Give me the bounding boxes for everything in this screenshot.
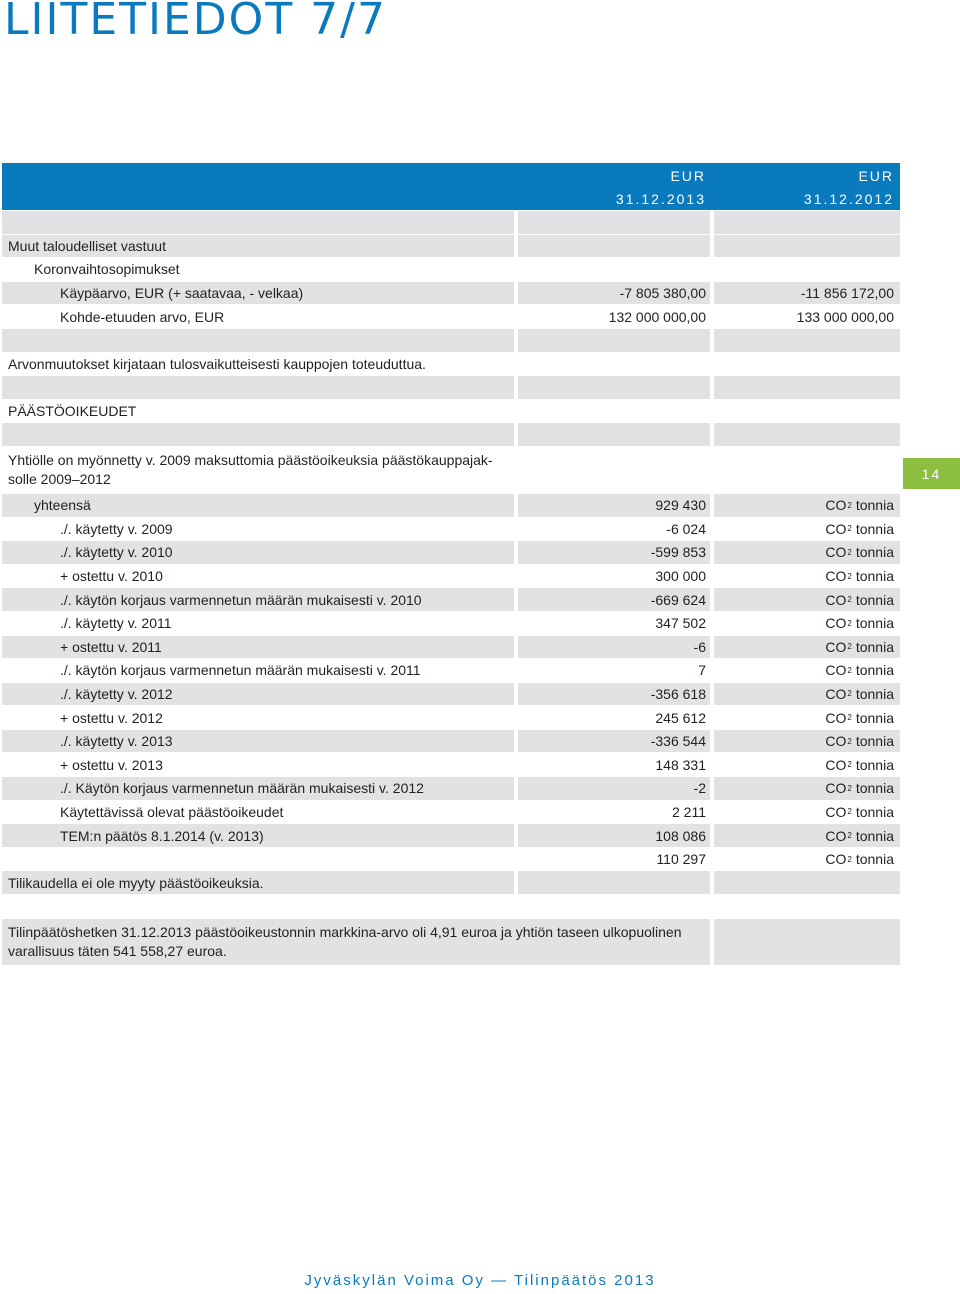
header-currency: EUR (670, 168, 706, 184)
row-value: 2 211 (514, 800, 710, 824)
row-value: 148 331 (514, 752, 710, 776)
table-row (2, 422, 900, 446)
unit-cell: CO 2 tonnia (710, 635, 900, 659)
page-number-badge: 14 (903, 458, 960, 489)
total-label: yhteensä (2, 493, 514, 517)
intro-text: Yhtiölle on myönnetty v. 2009 maksuttomia päästöoikeuksia päästökauppajak-solle 2009–2012 (2, 446, 514, 493)
table-row (2, 918, 900, 965)
row-label: Käypäarvo, EUR (+ saatavaa, - velkaa) (2, 281, 514, 305)
unit-cell: CO 2 tonnia (710, 682, 900, 706)
row-value: -669 624 (514, 587, 710, 611)
extra-value: 110 297 (514, 847, 710, 871)
value-2012: 133 000 000,00 (710, 304, 900, 328)
table-row (2, 965, 900, 989)
table-row (2, 517, 900, 541)
unit-cell: CO 2 tonnia (710, 658, 900, 682)
table-row (2, 564, 900, 588)
row-value: 108 086 (514, 823, 710, 847)
row-label: + ostettu v. 2012 (2, 705, 514, 729)
row-value: -336 544 (514, 729, 710, 753)
row-label: Kohde-etuuden arvo, EUR (2, 304, 514, 328)
table-row (2, 375, 900, 399)
table-row (2, 587, 900, 611)
unit-cell: CO 2 tonnia (710, 517, 900, 541)
table-row (2, 847, 900, 871)
footer-text: Jyväskylän Voima Oy — Tilinpäätös 2013 (304, 1272, 656, 1289)
table-row (2, 304, 900, 328)
row-label: ./. käytetty v. 2013 (2, 729, 514, 753)
note-text: Tilikaudella ei ole myyty päästöoikeuksia. (2, 870, 514, 894)
row-label: ./. käytön korjaus varmennetun määrän mukaisesti v. 2011 (2, 658, 514, 682)
section-title: PÄÄSTÖOIKEUDET (2, 399, 514, 423)
row-value: -356 618 (514, 682, 710, 706)
table-row (2, 800, 900, 824)
unit-cell: CO 2 tonnia (710, 705, 900, 729)
row-label: ./. käytetty v. 2012 (2, 682, 514, 706)
header-currency: EUR (858, 168, 894, 184)
row-value: 347 502 (514, 611, 710, 635)
row-label: ./. Käytön korjaus varmennetun määrän mukaisesti v. 2012 (2, 776, 514, 800)
table-row (2, 635, 900, 659)
row-value: -599 853 (514, 540, 710, 564)
table-row (2, 399, 900, 423)
unit-cell: CO 2 tonnia (710, 540, 900, 564)
unit-cell: CO 2 tonnia (710, 611, 900, 635)
table-row (2, 752, 900, 776)
table-row (2, 493, 900, 517)
value-2013: 132 000 000,00 (514, 304, 710, 328)
table-row (2, 210, 900, 234)
row-label: ./. käytetty v. 2011 (2, 611, 514, 635)
table-row (2, 446, 900, 493)
row-value: 300 000 (514, 564, 710, 588)
value-2012: -11 856 172,00 (710, 281, 900, 305)
unit-cell: CO 2 tonnia (710, 729, 900, 753)
table-row (2, 281, 900, 305)
section-title: Muut taloudelliset vastuut (2, 234, 514, 258)
row-value: -2 (514, 776, 710, 800)
table-row (2, 705, 900, 729)
row-label: + ostettu v. 2010 (2, 564, 514, 588)
table-row (2, 257, 900, 281)
unit-cell: CO 2 tonnia (710, 823, 900, 847)
header-date: 31.12.2013 (615, 191, 706, 207)
row-label: + ostettu v. 2011 (2, 635, 514, 659)
row-value: -6 024 (514, 517, 710, 541)
table-row (2, 352, 900, 376)
header-date: 31.12.2012 (803, 191, 894, 207)
page-title: LIITETIEDOT 7/7 (4, 0, 387, 45)
unit-cell: CO 2 tonnia (710, 776, 900, 800)
final-note: Tilinpäätöshetken 31.12.2013 päästöoikeustonnin markkina-arvo oli 4,91 euroa ja yhtiön taseen ulkopuolinen varallisuus täten 541 558,27 euroa. (2, 918, 710, 965)
unit-cell: CO 2 tonnia (710, 564, 900, 588)
row-label: + ostettu v. 2013 (2, 752, 514, 776)
table-row (2, 823, 900, 847)
unit-cell: CO 2 tonnia (710, 587, 900, 611)
unit-cell: CO 2 tonnia (710, 752, 900, 776)
row-label: ./. käytetty v. 2009 (2, 517, 514, 541)
table-row (2, 540, 900, 564)
header-col-2012 (714, 163, 894, 211)
unit-cell: CO 2 tonnia (710, 800, 900, 824)
header-col-2013 (522, 163, 706, 211)
row-value: -6 (514, 635, 710, 659)
table-row (2, 658, 900, 682)
value-2013: -7 805 380,00 (514, 281, 710, 305)
total-value: 929 430 (514, 493, 710, 517)
row-value: 7 (514, 658, 710, 682)
row-label: ./. käytetty v. 2010 (2, 540, 514, 564)
table-header (2, 163, 900, 210)
table-row (2, 894, 900, 918)
row-label: Käytettävissä olevat päästöoikeudet (2, 800, 514, 824)
unit-cell: CO 2 tonnia (710, 847, 900, 871)
table-row (2, 328, 900, 352)
row-value: 245 612 (514, 705, 710, 729)
table-row (2, 776, 900, 800)
table-row (2, 234, 900, 258)
table-body (2, 210, 900, 988)
table-row (2, 611, 900, 635)
table-row (2, 682, 900, 706)
section-subtitle: Koronvaihtosopimukset (2, 257, 514, 281)
unit-cell: CO 2 tonnia (710, 493, 900, 517)
note-text: Arvonmuutokset kirjataan tulosvaikutteisesti kauppojen toteuduttua. (2, 352, 514, 376)
table-row (2, 729, 900, 753)
table-row (2, 870, 900, 894)
row-label: TEM:n päätös 8.1.2014 (v. 2013) (2, 823, 514, 847)
row-label: ./. käytön korjaus varmennetun määrän mukaisesti v. 2010 (2, 587, 514, 611)
